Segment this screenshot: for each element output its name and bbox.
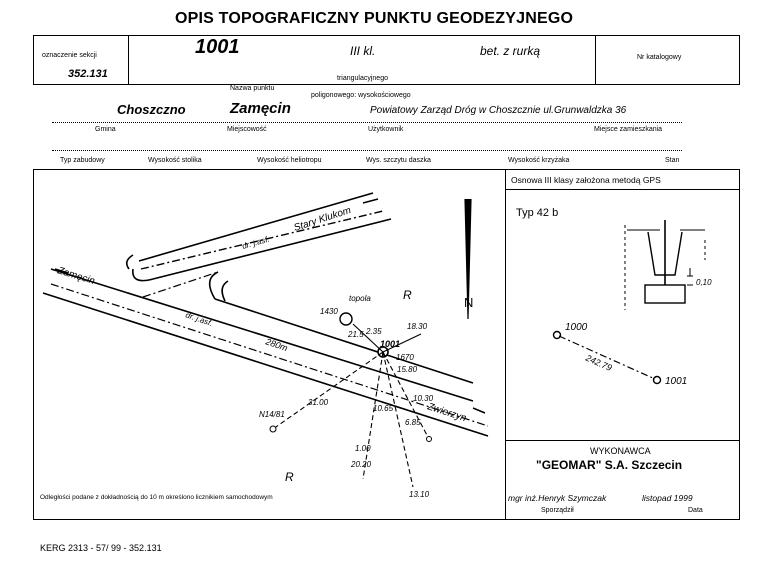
date-value: listopad 1999	[642, 493, 693, 503]
contractor-name: "GEOMAR" S.A. Szczecin	[536, 458, 683, 472]
meas-1: 1430	[320, 307, 338, 316]
location-sketch	[33, 169, 505, 520]
name-label: Nazwa punktu	[230, 85, 275, 92]
meas-7: 31.00	[308, 398, 329, 407]
meas-12: 13.10	[409, 490, 430, 499]
mark-diagram	[505, 190, 740, 440]
gmina-value: Choszczno	[117, 102, 186, 117]
col-table-height: Wysokość stolika	[148, 157, 202, 164]
meas-10: 6.85	[405, 418, 421, 427]
type-line2: poligonowego: wysokościowego	[311, 92, 411, 99]
contractor-label: WYKONAWCA	[590, 446, 651, 456]
catalog-label: Nr katalogowy	[637, 54, 682, 61]
gps-point-a-label: 1000	[565, 322, 588, 333]
r-label-top: R	[403, 288, 412, 302]
poplar-label: topola	[349, 294, 371, 303]
point-number: 1001	[195, 36, 240, 58]
meas-2: 2.35	[366, 327, 382, 336]
road-line	[127, 255, 133, 269]
gps-point-a	[554, 332, 561, 339]
road-line	[215, 299, 473, 383]
road-label-zwierzyn: Zwierzyn	[426, 401, 468, 425]
meas-8: 10.65	[373, 404, 394, 413]
meas-11: 20.20	[351, 460, 372, 469]
gps-point-b-label: 1001	[665, 376, 688, 387]
user-value: Powiatowy Zarząd Dróg w Choszcznie ul.Grunwaldzka 36	[370, 105, 627, 116]
col-cross-height: Wysokość krzyżaka	[508, 157, 570, 164]
network-heading: Osnowa III klasy założona metodą GPS	[511, 175, 661, 185]
road-label-zamecin: Zamęcin	[56, 265, 97, 288]
point-class: III kl.	[350, 44, 376, 58]
meas-4: 18.30	[407, 322, 428, 331]
road-centerline	[51, 284, 488, 426]
locality-value: Zamęcin	[230, 100, 291, 117]
meas-13: 1.00	[355, 444, 371, 453]
north-label: N	[464, 295, 474, 310]
road-line	[133, 269, 153, 281]
user-label: Użytkownik	[368, 126, 404, 133]
meas-6: 15.80	[397, 365, 418, 374]
meas-3: 21.5	[348, 330, 364, 339]
section-value: 352.131	[68, 68, 108, 80]
col-status: Stan	[665, 157, 680, 164]
stabilization: bet. z rurką	[480, 44, 541, 58]
road-line	[139, 193, 373, 261]
point-label: 1001	[380, 339, 401, 349]
col-roof-height: Wys. szczytu daszka	[366, 157, 431, 164]
road-line	[222, 281, 228, 301]
author-label: Sporządził	[541, 507, 574, 514]
depth-label: 0,10	[696, 278, 712, 287]
residence-label: Miejsce zamieszkania	[594, 126, 663, 133]
locality-label: Miejscowość	[227, 126, 267, 133]
road-centerline	[143, 272, 218, 297]
surface-label: dr. j.asf.	[184, 310, 214, 329]
station-label: N14/81	[259, 410, 285, 419]
section-label: oznaczenie sekcji	[42, 52, 97, 59]
road-label-klukom: Stary Klukom	[292, 205, 353, 234]
gps-point-b	[654, 377, 661, 384]
distance-road: 280m	[264, 336, 289, 354]
r-label-bottom: R	[285, 470, 294, 484]
poplar-symbol	[340, 313, 352, 325]
baseline	[559, 336, 655, 379]
mark-base	[645, 285, 685, 303]
road-line	[153, 219, 391, 279]
col-building-type: Typ zabudowy	[60, 157, 105, 164]
mark-type: Typ 42 b	[516, 207, 559, 219]
footer-code: KERG 2313 - 57/ 99 - 352.131	[40, 543, 162, 553]
author-name: mgr inż.Henryk Szymczak	[508, 493, 607, 503]
baseline-distance: 242.79	[584, 352, 614, 374]
meas-9: 10.30	[413, 394, 434, 403]
road-line	[210, 272, 218, 299]
date-label: Data	[688, 507, 703, 514]
surface-label: dr. j.asf.	[241, 234, 271, 251]
type-line1: triangulacyjnego	[337, 75, 388, 82]
page-title: OPIS TOPOGRAFICZNY PUNKTU GEODEZYJNEGO	[175, 10, 574, 27]
gmina-label: Gmina	[95, 126, 116, 133]
col-heliotrope-height: Wysokość heliotropu	[257, 157, 322, 164]
distance-note: Odległości podane z dokładnością do 10 m określono licznikiem samochodowym	[40, 494, 273, 501]
meas-5: 1670	[396, 353, 414, 362]
